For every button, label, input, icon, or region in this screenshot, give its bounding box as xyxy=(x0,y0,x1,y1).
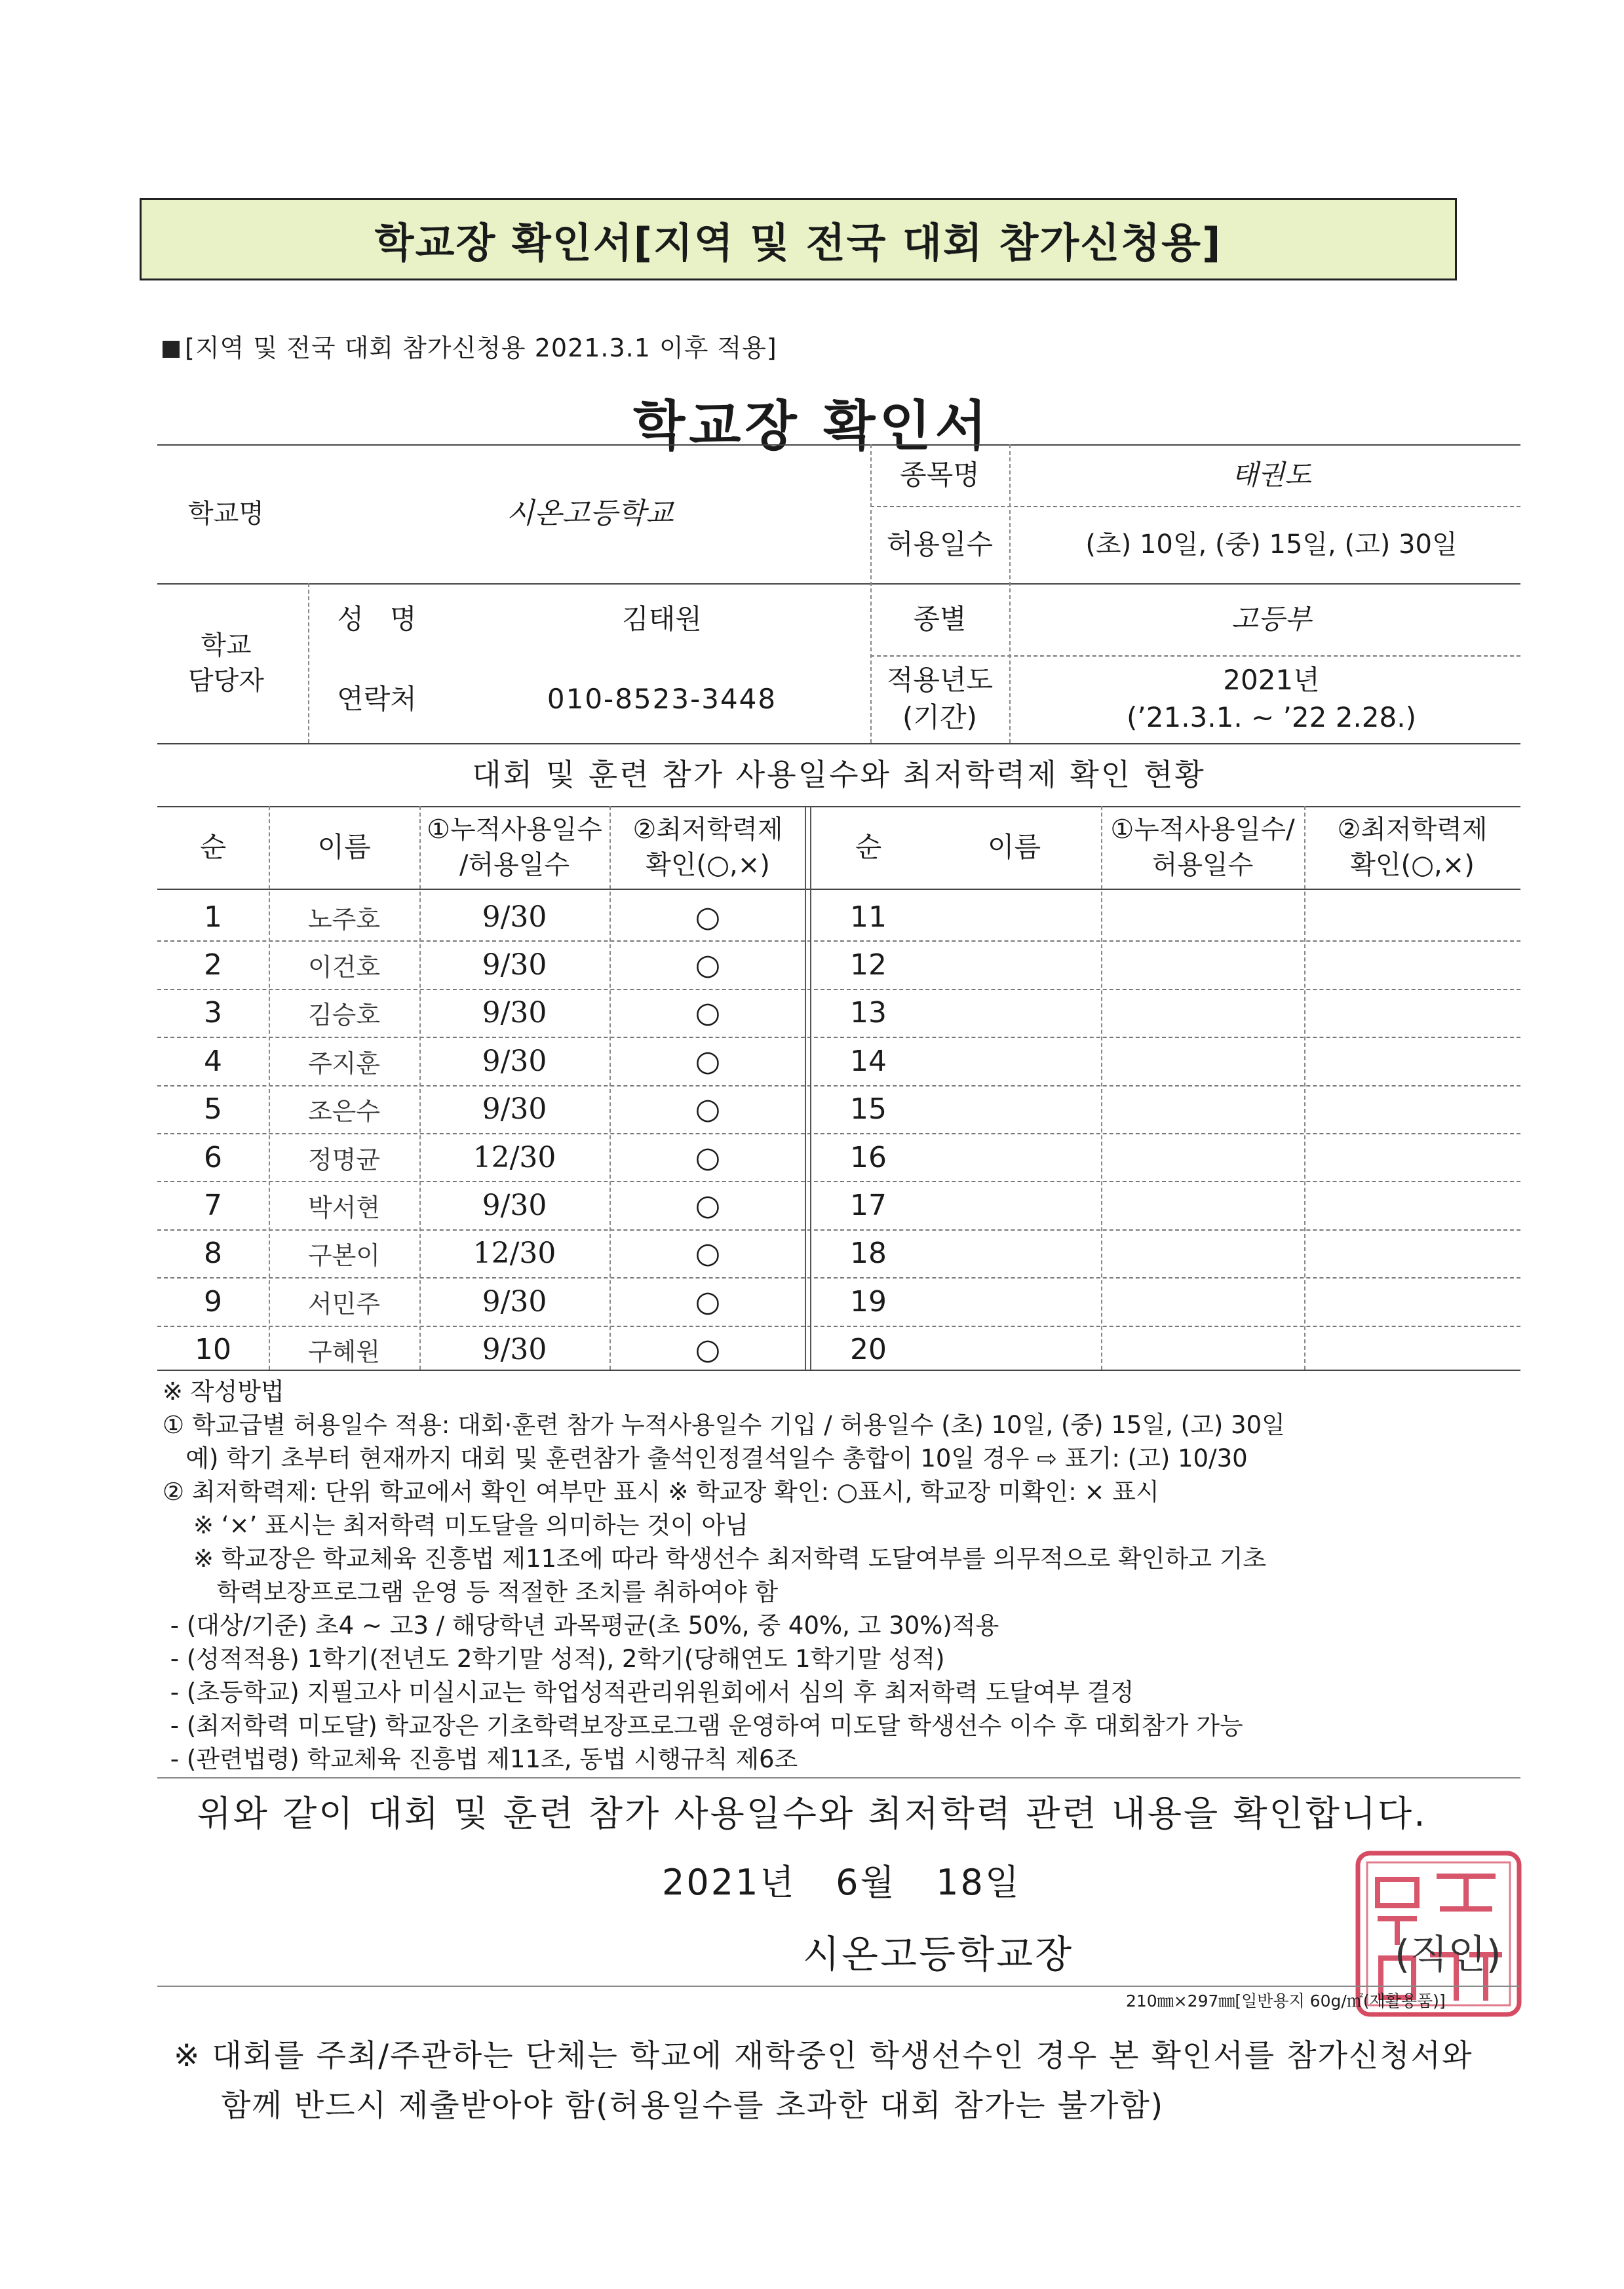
division-label: 종별 xyxy=(913,602,967,635)
column-divider xyxy=(1304,806,1305,1370)
seal-divider xyxy=(157,1986,1520,1987)
header-days-right: ①누적사용일수/ 허용일수 xyxy=(1110,815,1295,880)
row-num: 7 xyxy=(204,1188,222,1222)
row-divider xyxy=(157,940,1520,942)
row-used-days: 12/30 xyxy=(473,1237,556,1271)
row-student-name: 정명균 xyxy=(307,1145,381,1174)
row-num-right: 11 xyxy=(850,900,887,934)
row-divider xyxy=(157,1277,1520,1279)
sport-value: 태권도 xyxy=(1231,458,1311,491)
header-num-right: 순 xyxy=(855,830,882,863)
column-divider xyxy=(1101,806,1102,1370)
row-used-days: 9/30 xyxy=(482,1284,547,1318)
paper-spec: 210㎜×297㎜[일반용지 60g/㎡(재활용품)] xyxy=(1126,1991,1446,2010)
row-num-right: 12 xyxy=(850,948,887,982)
row-student-name: 서민주 xyxy=(307,1289,381,1318)
document-title-box xyxy=(140,198,1457,280)
document-title: 학교장 확인서[지역 및 전국 대회 참가신청용] xyxy=(374,218,1222,267)
note-line: ※ 작성방법 xyxy=(163,1377,284,1406)
header-check-right: ②최저학력제 확인(○,×) xyxy=(1337,815,1488,880)
applicability-note: [지역 및 전국 대회 참가신청용 2021.3.1 이후 적용] xyxy=(163,328,777,364)
row-num-right: 20 xyxy=(850,1333,887,1367)
header-name-right: 이름 xyxy=(987,830,1041,863)
row-num: 10 xyxy=(195,1333,231,1367)
footer-line: 함께 반드시 제출받아야 함(허용일수를 초과한 대회 참가는 불가함) xyxy=(221,2088,1165,2124)
division-value: 고등부 xyxy=(1231,602,1311,635)
row-check-mark: ○ xyxy=(695,1237,721,1271)
row-num: 1 xyxy=(204,900,222,934)
notes-divider xyxy=(157,1777,1520,1779)
info-bottom-line xyxy=(157,743,1520,744)
row-student-name: 구본이 xyxy=(307,1241,381,1271)
row-check-mark: ○ xyxy=(695,1140,721,1174)
row-used-days: 12/30 xyxy=(473,1140,556,1174)
header-name: 이름 xyxy=(317,830,371,863)
row-used-days: 9/30 xyxy=(482,1092,547,1126)
note-line: 예) 학기 초부터 현재까지 대회 및 훈련참가 출석인정결석일수 총합이 10일 경우 ⇨ 표기: (고) 10/30 xyxy=(163,1444,1248,1472)
allowed-days-label: 허용일수 xyxy=(886,528,994,560)
name-value: 김태원 xyxy=(622,602,702,635)
info-divider xyxy=(1009,444,1011,743)
school-label: 학교명 xyxy=(188,499,264,529)
row-student-name: 박서현 xyxy=(307,1193,381,1222)
contact-label: 연락처 xyxy=(337,682,417,715)
header-num: 순 xyxy=(199,830,227,863)
name-label: 성 명 xyxy=(337,602,417,635)
footer-line: ※ 대회를 주최/주관하는 단체는 학교에 재학중인 학생선수인 경우 본 확인서를 참가신청서와 xyxy=(174,2038,1473,2074)
row-used-days: 9/30 xyxy=(482,1333,547,1367)
footer-note xyxy=(174,2031,1473,2131)
row-check-mark: ○ xyxy=(695,1188,721,1222)
row-divider xyxy=(157,1229,1520,1231)
row-divider xyxy=(157,1326,1520,1327)
square-bullet-icon xyxy=(163,341,180,358)
note-line: - (관련법령) 학교체육 진흥법 제11조, 동법 시행규칙 제6조 xyxy=(163,1745,798,1773)
note-line: 학력보장프로그램 운영 등 적절한 조치를 취하여야 함 xyxy=(163,1578,779,1606)
row-check-mark: ○ xyxy=(695,1092,721,1126)
center-double-divider xyxy=(805,806,806,1370)
row-num-right: 13 xyxy=(850,996,887,1030)
row-used-days: 9/30 xyxy=(482,996,547,1030)
row-divider xyxy=(157,1181,1520,1182)
row-num-right: 16 xyxy=(850,1140,887,1174)
status-section-title: 대회 및 훈련 참가 사용일수와 최저학력제 확인 현황 xyxy=(472,757,1206,792)
row-divider xyxy=(157,1085,1520,1087)
column-divider xyxy=(609,806,611,1370)
year-value: 2021년 (’21.3.1. ~ ’22 2.28.) xyxy=(1127,664,1416,733)
row-divider xyxy=(157,1133,1520,1134)
principal-name: 시온고등학교장 xyxy=(803,1932,1074,1976)
row-divider xyxy=(157,1037,1520,1038)
main-title: 학교장 확인서 xyxy=(633,395,991,457)
row-check-mark: ○ xyxy=(695,1044,721,1078)
confirmation-statement: 위와 같이 대회 및 훈련 참가 사용일수와 최저학력 관련 내용을 확인합니다. xyxy=(197,1793,1427,1834)
header-check: ②최저학력제 확인(○,×) xyxy=(632,815,783,880)
row-check-mark: ○ xyxy=(695,900,721,934)
row-used-days: 9/30 xyxy=(482,1044,547,1078)
row-divider xyxy=(157,989,1520,990)
row-num-right: 14 xyxy=(850,1044,887,1078)
row-num: 4 xyxy=(204,1044,222,1078)
center-double-divider xyxy=(810,806,811,1370)
writing-instructions xyxy=(163,1375,1506,1776)
row-student-name: 이건호 xyxy=(307,952,381,982)
sport-label: 종목명 xyxy=(900,458,980,491)
note-line: - (대상/기준) 초4 ~ 고3 / 해당학년 과목평균(초 50%, 중 40%, 고 30%)적용 xyxy=(163,1611,999,1640)
row-num-right: 15 xyxy=(850,1092,887,1126)
column-divider xyxy=(269,806,270,1370)
status-header-line xyxy=(157,889,1520,890)
note-line: ② 최저학력제: 단위 학교에서 확인 여부만 표시 ※ 학교장 확인: ○표시, 학교장 미확인: × 표시 xyxy=(163,1478,1159,1506)
row-student-name: 김승호 xyxy=(307,1001,381,1030)
year-label: 적용년도 (기간) xyxy=(886,664,994,733)
row-num: 9 xyxy=(204,1284,222,1318)
column-divider xyxy=(419,806,421,1370)
row-used-days: 9/30 xyxy=(482,900,547,934)
row-num-right: 17 xyxy=(850,1188,887,1222)
note-line: - (초등학교) 지필고사 미실시교는 학업성적관리위원회에서 심의 후 최저학력 도달여부 결정 xyxy=(163,1678,1134,1706)
row-student-name: 조은수 xyxy=(307,1097,381,1126)
row-student-name: 주지훈 xyxy=(307,1048,381,1078)
row-num-right: 18 xyxy=(850,1237,887,1271)
row-check-mark: ○ xyxy=(695,948,721,982)
row-num: 6 xyxy=(204,1140,222,1174)
note-line: ※ ‘×’ 표시는 최저학력 미도달을 의미하는 것이 아님 xyxy=(163,1511,748,1539)
allowed-days-value: (초) 10일, (중) 15일, (고) 30일 xyxy=(1085,529,1458,560)
header-days: ①누적사용일수 /허용일수 xyxy=(427,815,602,880)
manager-label: 학교 담당자 xyxy=(188,630,264,696)
note-line: ① 학교급별 허용일수 적용: 대회·훈련 참가 누적사용일수 기입 / 허용일수 (초) 10일, (중) 15일, (고) 30일 xyxy=(163,1411,1285,1439)
row-student-name: 구혜원 xyxy=(307,1337,381,1367)
note-line: - (최저학력 미도달) 학교장은 기초학력보장프로그램 운영하여 미도달 학생선수 이수 후 대회참가 가능 xyxy=(163,1712,1243,1740)
contact-value: 010-8523-3448 xyxy=(547,682,777,715)
row-num: 8 xyxy=(204,1237,222,1271)
row-num: 5 xyxy=(204,1092,222,1126)
row-check-mark: ○ xyxy=(695,1284,721,1318)
seal-label: (직인) xyxy=(1395,1932,1501,1978)
note-line: ※ 학교장은 학교체육 진흥법 제11조에 따라 학생선수 최저학력 도달여부를 의무적으로 확인하고 기초 xyxy=(163,1545,1267,1573)
row-check-mark: ○ xyxy=(695,1333,721,1367)
row-num: 2 xyxy=(204,948,222,982)
school-value: 시온고등학교 xyxy=(506,497,674,531)
row-used-days: 9/30 xyxy=(482,1188,547,1222)
row-student-name: 노주호 xyxy=(307,904,381,934)
row-num-right: 19 xyxy=(850,1284,887,1318)
row-used-days: 9/30 xyxy=(482,948,547,982)
row-num: 3 xyxy=(204,996,222,1030)
note-line: - (성적적용) 1학기(전년도 2학기말 성적), 2학기(당해연도 1학기말 성적) xyxy=(163,1645,945,1673)
row-check-mark: ○ xyxy=(695,996,721,1030)
confirmation-date: 2021년 6월 18일 xyxy=(662,1862,1021,1903)
